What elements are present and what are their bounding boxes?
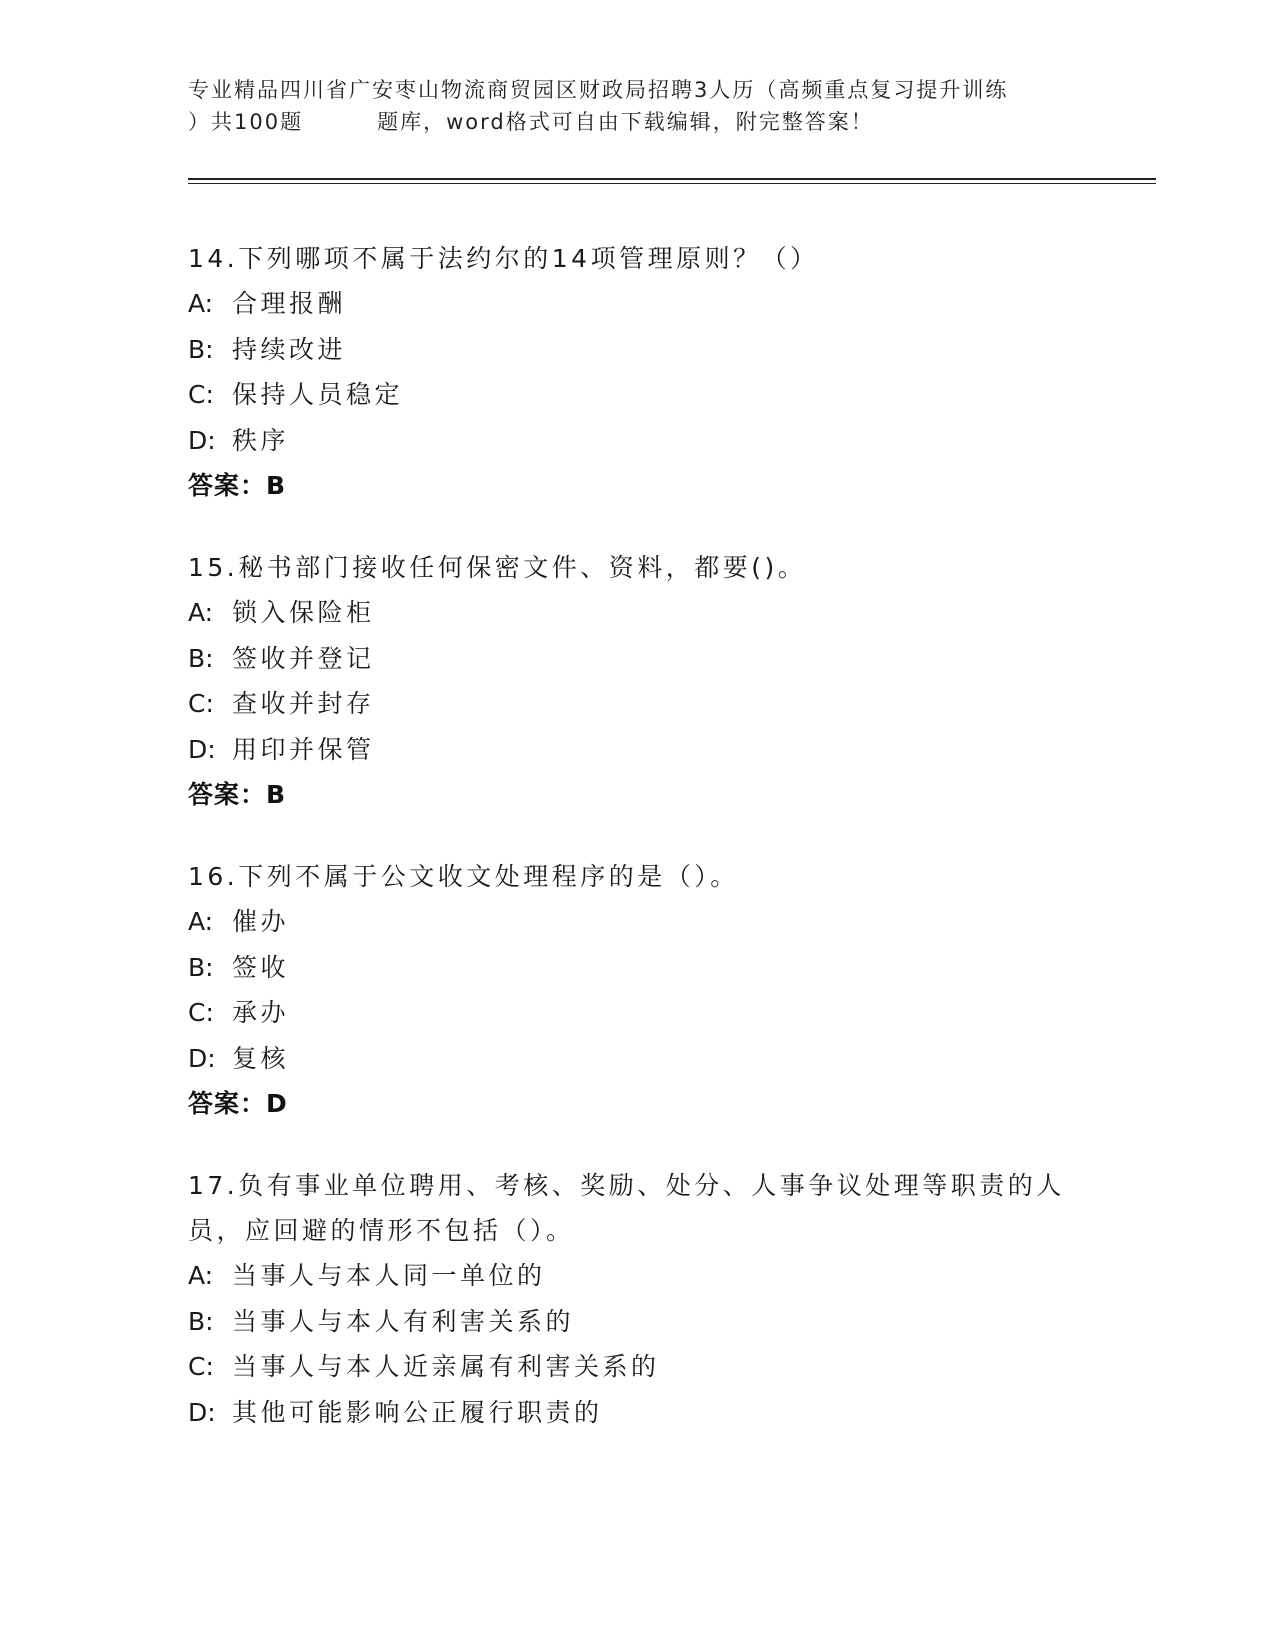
option-text: 当事人与本人同一单位的: [232, 1261, 546, 1290]
option-letter: C:: [188, 380, 214, 409]
option-text: 承办: [232, 998, 290, 1027]
question-15: [188, 545, 1088, 818]
header-line-2-part-b: 题库，word格式可自由下载编辑，附完整答案！: [377, 110, 874, 134]
header-line-1: 专业精品四川省广安枣山物流商贸园区财政局招聘3人历（高频重点复习提升训练: [188, 78, 1009, 102]
option-c: [188, 1344, 1088, 1390]
header-line-2-part-a: ）共100题: [188, 110, 304, 134]
option-letter: B:: [188, 643, 214, 673]
option-text: 用印并保管: [232, 734, 375, 764]
header-divider-thick: [188, 178, 1156, 180]
option-text: 签收并登记: [232, 643, 375, 673]
question-list: [188, 236, 1088, 1471]
question-stem: 15.秘书部门接收任何保密文件、资料，都要()。: [188, 553, 807, 582]
question-14: [188, 236, 1088, 509]
option-text: 锁入保险柜: [232, 598, 375, 627]
option-letter: A:: [188, 907, 214, 936]
option-c: [188, 372, 1088, 418]
answer-line: 答案：B: [188, 471, 287, 500]
answer-line: 答案：B: [188, 780, 287, 809]
option-letter: B:: [188, 952, 214, 982]
option-b: [188, 1299, 1088, 1345]
option-d: [188, 418, 1088, 464]
option-letter: A:: [188, 1261, 214, 1290]
header-divider-thin: [188, 183, 1156, 184]
header-line-2: [188, 106, 1088, 138]
option-letter: D:: [188, 734, 216, 764]
option-letter: C:: [188, 1352, 214, 1381]
option-letter: D:: [188, 1043, 216, 1073]
option-letter: B:: [188, 1306, 214, 1336]
question-stem: 14.下列哪项不属于法约尔的14项管理原则？（）: [188, 244, 819, 273]
option-text: 其他可能影响公正履行职责的: [232, 1397, 603, 1427]
question-17: [188, 1163, 1088, 1435]
option-c: [188, 990, 1088, 1036]
option-letter: B:: [188, 334, 214, 364]
option-text: 查收并封存: [232, 689, 375, 718]
option-text: 合理报酬: [232, 289, 347, 318]
option-letter: C:: [188, 998, 214, 1027]
option-text: 持续改进: [232, 334, 347, 364]
option-letter: C:: [188, 689, 214, 718]
document-header: [188, 74, 1088, 138]
question-stem: 16.下列不属于公文收文处理程序的是（）。: [188, 862, 739, 891]
option-b: [188, 945, 1088, 991]
option-text: 催办: [232, 907, 290, 936]
option-a: [188, 281, 1088, 327]
option-b: [188, 636, 1088, 682]
option-d: [188, 1390, 1088, 1436]
question-16: [188, 854, 1088, 1127]
option-text: 复核: [232, 1043, 290, 1073]
option-letter: D:: [188, 1397, 216, 1427]
option-text: 当事人与本人有利害关系的: [232, 1306, 575, 1336]
option-text: 保持人员稳定: [232, 380, 404, 409]
option-b: [188, 327, 1088, 373]
option-text: 当事人与本人近亲属有利害关系的: [232, 1352, 660, 1381]
option-text: 秩序: [232, 425, 290, 455]
option-a: [188, 1253, 1088, 1299]
option-letter: A:: [188, 289, 214, 318]
option-c: [188, 681, 1088, 727]
option-a: [188, 590, 1088, 636]
option-text: 签收: [232, 952, 290, 982]
option-a: [188, 899, 1088, 945]
option-letter: D:: [188, 425, 216, 455]
option-letter: A:: [188, 598, 214, 627]
answer-line: 答案：D: [188, 1089, 288, 1118]
option-d: [188, 1036, 1088, 1082]
question-stem: 17.负有事业单位聘用、考核、奖励、处分、人事争议处理等职责的人员，应回避的情形不包括（）。: [188, 1171, 1065, 1245]
option-d: [188, 727, 1088, 773]
